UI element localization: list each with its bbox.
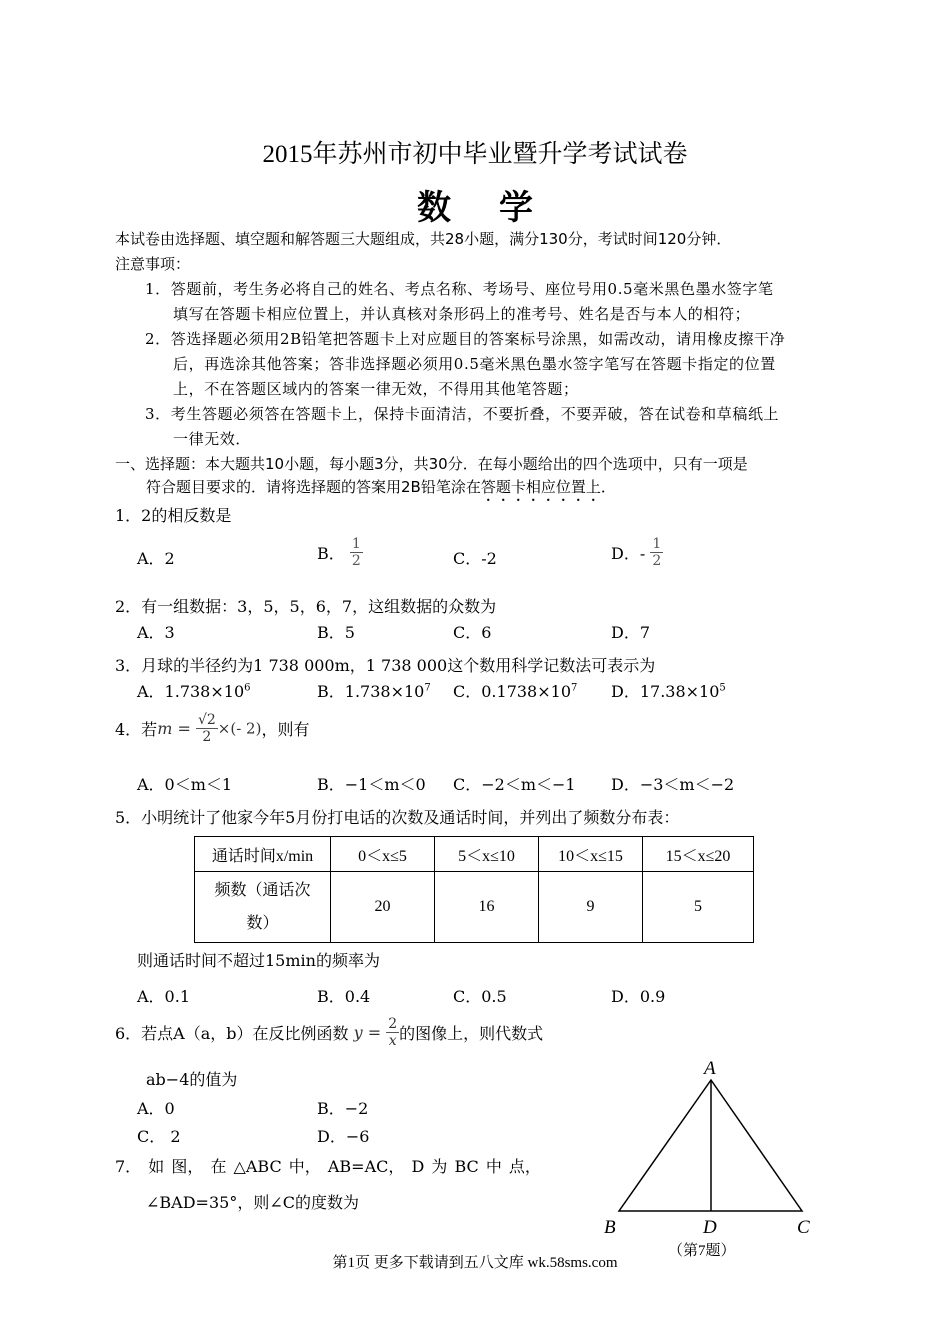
exam-summary: 本试卷由选择题、填空题和解答题三大题组成，共28小题，满分130分，考试时间120分钟． — [115, 230, 732, 248]
q4-num: 4．若 — [115, 720, 158, 739]
q6-y: y = — [353, 1023, 382, 1042]
q5-stem: 5．小明统计了他家今年5月份打电话的次数及通话时间，并列出了频数分布表： — [115, 808, 680, 827]
note-2-line-1: 2．答选择题必须用2B铅笔把答题卡上对应题目的答案标号涂黑，如需改动，请用橡皮擦干净 — [145, 330, 786, 348]
section-1-heading: 一、选择题：本大题共10小题，每小题3分，共30分．在每小题给出的四个选项中，只有一项是 — [115, 455, 748, 473]
figure-caption: （第7题） — [668, 1243, 736, 1259]
q7-triangle-figure — [590, 1055, 830, 1265]
label-b: B — [604, 1217, 616, 1238]
frac-num: 1 — [652, 536, 662, 552]
q4-option-c: C．−2＜m＜−1 — [453, 775, 576, 794]
q5-option-b: B．0.4 — [317, 987, 371, 1006]
q1-option-b — [317, 536, 363, 569]
q5-option-a: A．0.1 — [137, 987, 191, 1006]
q3-c-exp: 7 — [571, 682, 578, 694]
frac-den: 2 — [351, 553, 361, 569]
q1-option-d-label: D．- — [611, 544, 646, 563]
table-header-cell: 0＜x≤5 — [331, 837, 435, 872]
frac-den: 2 — [202, 729, 212, 745]
q1-stem: 1．2的相反数是 — [115, 506, 232, 525]
q2-option-a: A．3 — [137, 623, 175, 642]
exam-title: 2015年苏州市初中毕业暨升学考试试卷 — [262, 141, 688, 168]
q6-option-b: B．−2 — [317, 1099, 369, 1118]
q4-option-b: B．−1＜m＜0 — [317, 775, 426, 794]
q3-b-base: B．1.738×10 — [317, 682, 425, 701]
q1-option-b-label: B． — [317, 544, 345, 563]
frac-den: x — [388, 1033, 397, 1049]
q6-option-c: C． 2 — [137, 1127, 181, 1146]
q1-option-a: A．2 — [137, 549, 175, 568]
frequency-table — [194, 836, 754, 943]
q4-stem — [115, 712, 309, 745]
q7-stem-line-2: ∠BAD=35°，则∠C的度数为 — [146, 1193, 359, 1212]
q6-option-d: D．−6 — [317, 1127, 370, 1146]
q1-option-c: C．-2 — [453, 549, 497, 568]
q5-option-c: C．0.5 — [453, 987, 507, 1006]
q3-d-base: D．17.38×10 — [611, 682, 720, 701]
table-header-cell: 15＜x≤20 — [643, 837, 754, 872]
q2-option-d: D．7 — [611, 623, 651, 642]
q3-b-exp: 7 — [424, 682, 431, 694]
q2-option-c: C．6 — [453, 623, 492, 642]
note-2-line-3: 上，不在答题区域内的答案一律无效，不得用其他笔答题； — [173, 380, 579, 398]
q1-option-d-fraction — [650, 536, 663, 569]
q4-eq: = — [172, 719, 191, 738]
q4-times: ×(- 2) — [217, 719, 262, 738]
section-1-instruction-a: 符合题目要求的．请将选择题的答案用2B铅笔涂在 — [146, 478, 481, 496]
subject-title: 数学 — [417, 188, 581, 228]
note-3-line-1: 3．考生答题必须答在答题卡上，保持卡面清洁，不要折叠，不要弄破，答在试卷和草稿纸上 — [145, 405, 780, 423]
q3-option-d — [611, 679, 726, 702]
table-row-head — [195, 872, 331, 943]
q7-stem-line-1: 7． 如 图， 在 △ABC 中， AB=AC， D 为 BC 中 点， — [115, 1157, 541, 1176]
table-cell: 9 — [539, 872, 643, 943]
label-d: D — [703, 1217, 717, 1238]
note-2-line-2: 后，再选涂其他答案；答非选择题必须用0.5毫米黑色墨水签字笔写在答题卡指定的位置 — [173, 355, 776, 373]
label-c: C — [797, 1217, 810, 1238]
frac-num: 2 — [388, 1016, 398, 1032]
q4-option-a: A．0＜m＜1 — [137, 775, 233, 794]
table-row — [195, 872, 754, 943]
q1-option-d — [611, 536, 663, 569]
table-cell: 16 — [435, 872, 539, 943]
q4-tail: ，则有 — [261, 720, 310, 739]
q4-option-d: D．−3＜m＜−2 — [611, 775, 735, 794]
q6-fraction — [386, 1016, 399, 1049]
table-cell: 20 — [331, 872, 435, 943]
q2-stem: 2．有一组数据：3，5，5，6，7，这组数据的众数为 — [115, 597, 497, 616]
q5-after-table: 则通话时间不超过15min的频率为 — [137, 951, 380, 970]
note-1-line-2: 填写在答题卡相应位置上，并认真核对条形码上的准考号、姓名是否与本人的相符； — [173, 305, 751, 323]
q4-m: m — [157, 719, 173, 738]
q6-stem-b: 的图像上，则代数式 — [399, 1024, 544, 1043]
table-header-cell: 通话时间x/min — [195, 837, 331, 872]
q4-fraction — [196, 712, 218, 745]
table-header-cell: 10＜x≤15 — [539, 837, 643, 872]
note-3-line-2: 一律无效． — [173, 430, 252, 448]
row-head-line-2: 数） — [246, 915, 279, 932]
q6-stem-a: 6．若点A（a，b）在反比例函数 — [115, 1024, 349, 1043]
q3-d-exp: 5 — [719, 682, 726, 694]
q3-stem: 3．月球的半径约为1 738 000m，1 738 000这个数用科学记数法可表示为 — [115, 656, 656, 675]
q5-option-d: D．0.9 — [611, 987, 666, 1006]
q3-option-b — [317, 679, 431, 702]
notes-title: 注意事项： — [115, 255, 191, 273]
table-cell: 5 — [643, 872, 754, 943]
q6-line-2: ab−4的值为 — [146, 1070, 238, 1089]
note-1-line-1: 1．答题前，考生务必将自己的姓名、考点名称、考场号、座位号用0.5毫米黑色墨水签字笔 — [145, 280, 774, 298]
q3-a-exp: 6 — [244, 682, 251, 694]
page-footer: 第1页 更多下载请到五八文库 wk.58sms.com — [332, 1255, 618, 1271]
q1-option-b-fraction — [350, 536, 363, 569]
frac-den: 2 — [652, 553, 662, 569]
table-row — [195, 837, 754, 872]
row-head-line-1: 频数（通话次 — [214, 882, 311, 899]
section-1-instruction-end: ． — [600, 478, 616, 496]
q3-c-base: C．0.1738×10 — [453, 682, 571, 701]
q3-option-a — [137, 679, 251, 702]
q6-option-a: A．0 — [137, 1099, 175, 1118]
frac-num: 1 — [351, 536, 361, 552]
q6-stem — [115, 1016, 543, 1049]
label-a: A — [704, 1058, 716, 1079]
q2-option-b: B．5 — [317, 623, 355, 642]
table-header-cell: 5＜x≤10 — [435, 837, 539, 872]
q3-option-c — [453, 679, 577, 702]
frac-num: √2 — [197, 712, 216, 728]
q3-a-base: A．1.738×10 — [137, 682, 245, 701]
section-1-instruction-emphasis: 答题卡相应位置上 — [480, 478, 601, 496]
section-1-instruction — [146, 476, 616, 505]
